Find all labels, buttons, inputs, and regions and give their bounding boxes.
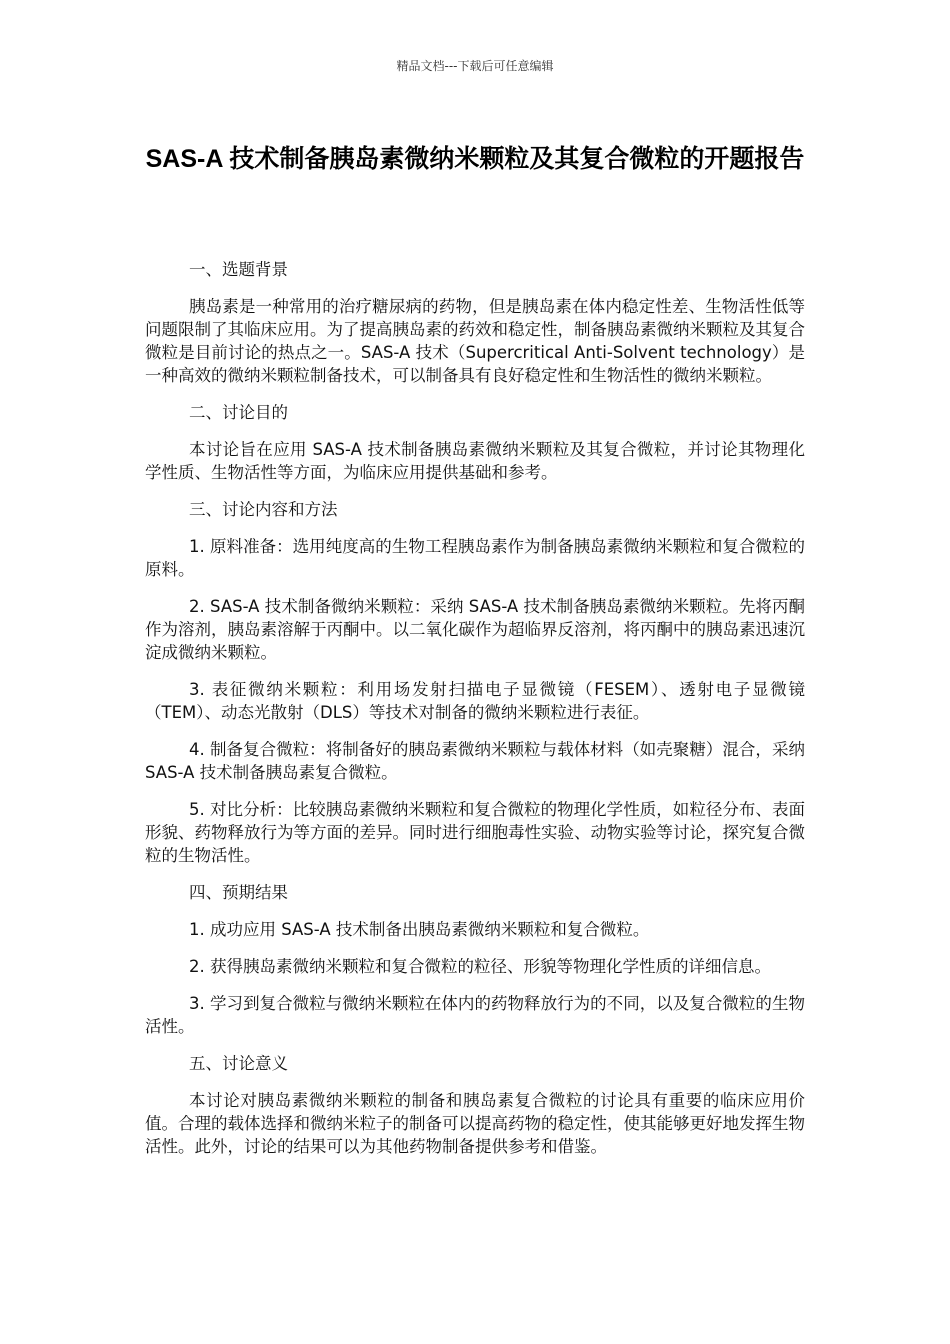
paragraph: 5. 对比分析：比较胰岛素微纳米颗粒和复合微粒的物理化学性质，如粒径分布、表面形貌、药物释放行为等方面的差异。同时进行细胞毒性实验、动物实验等讨论，探究复合微粒的生物活性。 xyxy=(145,800,805,865)
page-header: 精品文档---下载后可任意编辑 xyxy=(396,59,554,73)
paragraph: 本讨论对胰岛素微纳米颗粒的制备和胰岛素复合微粒的讨论具有重要的临床应用价值。合理的载体选择和微纳米粒子的制备可以提高药物的稳定性，使其能够更好地发挥生物活性。此外，讨论的结果可以为其他药物制备提供参考和借鉴。 xyxy=(145,1091,805,1156)
section-heading: 四、预期结果 xyxy=(189,883,288,902)
section-heading: 三、讨论内容和方法 xyxy=(189,500,338,519)
paragraph: 1. 原料准备：选用纯度高的生物工程胰岛素作为制备胰岛素微纳米颗粒和复合微粒的原料。 xyxy=(145,537,805,579)
paragraph: 本讨论旨在应用 SAS-A 技术制备胰岛素微纳米颗粒及其复合微粒，并讨论其物理化学性质、生物活性等方面，为临床应用提供基础和参考。 xyxy=(145,440,805,482)
paragraph: 3. 表征微纳米颗粒：利用场发射扫描电子显微镜（FESEM）、透射电子显微镜（TEM）、动态光散射（DLS）等技术对制备的微纳米颗粒进行表征。 xyxy=(145,680,805,722)
section-heading: 一、选题背景 xyxy=(189,260,288,279)
document-title: SAS-A 技术制备胰岛素微纳米颗粒及其复合微粒的开题报告 xyxy=(145,145,805,173)
paragraph: 4. 制备复合微粒：将制备好的胰岛素微纳米颗粒与载体材料（如壳聚糖）混合，采纳 SAS-A 技术制备胰岛素复合微粒。 xyxy=(145,740,805,782)
paragraph: 3. 学习到复合微粒与微纳米颗粒在体内的药物释放行为的不同，以及复合微粒的生物活性。 xyxy=(145,994,805,1036)
paragraph: 2. SAS-A 技术制备微纳米颗粒：采纳 SAS-A 技术制备胰岛素微纳米颗粒。先将丙酮作为溶剂，胰岛素溶解于丙酮中。以二氧化碳作为超临界反溶剂，将丙酮中的胰岛素迅速沉淀成微纳米颗粒。 xyxy=(145,597,805,662)
section-heading: 二、讨论目的 xyxy=(189,403,288,422)
section-heading: 五、讨论意义 xyxy=(189,1054,288,1073)
paragraph: 胰岛素是一种常用的治疗糖尿病的药物，但是胰岛素在体内稳定性差、生物活性低等问题限制了其临床应用。为了提高胰岛素的药效和稳定性，制备胰岛素微纳米颗粒及其复合微粒是目前讨论的热点之一。SAS-A 技术（Supercritical Anti-Solvent technology）是一种高效的微纳米颗粒制备技术，可以制备具有良好稳定性和生物活性的微纳米颗粒。 xyxy=(145,297,805,385)
paragraph: 2. 获得胰岛素微纳米颗粒和复合微粒的粒径、形貌等物理化学性质的详细信息。 xyxy=(189,957,771,976)
paragraph: 1. 成功应用 SAS-A 技术制备出胰岛素微纳米颗粒和复合微粒。 xyxy=(189,920,650,939)
document-body xyxy=(145,258,805,1172)
